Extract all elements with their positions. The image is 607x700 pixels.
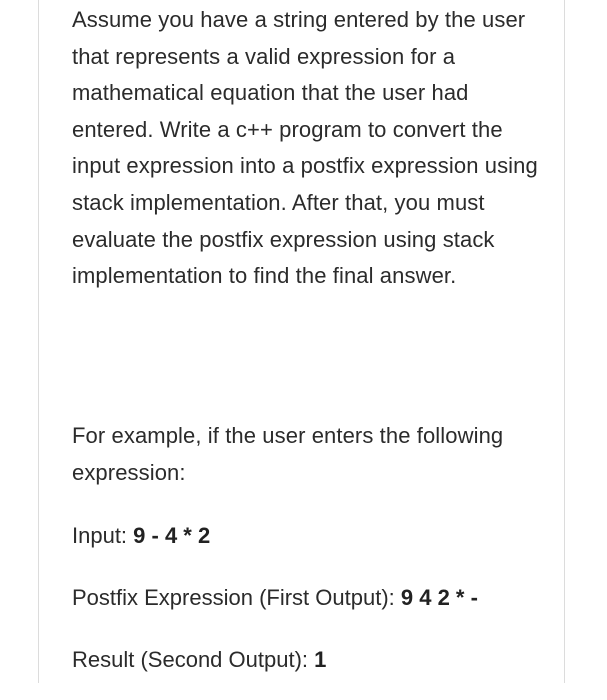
example-intro: For example, if the user enters the following expression:: [72, 423, 504, 485]
input-value: 9 - 4 * 2: [133, 523, 211, 548]
postfix-label: Postfix Expression (First Output):: [72, 585, 395, 610]
postfix-value: 9 4 2 * -: [400, 585, 478, 610]
result-line: [72, 642, 562, 678]
input-label: Input:: [72, 523, 128, 548]
input-line: [72, 518, 562, 554]
problem-statement: Assume you have a string entered by the user that represents a valid expression for a mathematical equation that the user had entered. Write a c++ program to convert the input expression into a postfix expression using stack implementation. After that, you must evaluate the postfix expression using stack implementation to find the final answer.: [72, 7, 538, 289]
example-intro-block: [72, 418, 542, 491]
postfix-line: [72, 580, 562, 616]
result-label: Result (Second Output):: [72, 647, 309, 672]
result-value: 1: [314, 647, 327, 672]
question-body: [72, 0, 542, 295]
